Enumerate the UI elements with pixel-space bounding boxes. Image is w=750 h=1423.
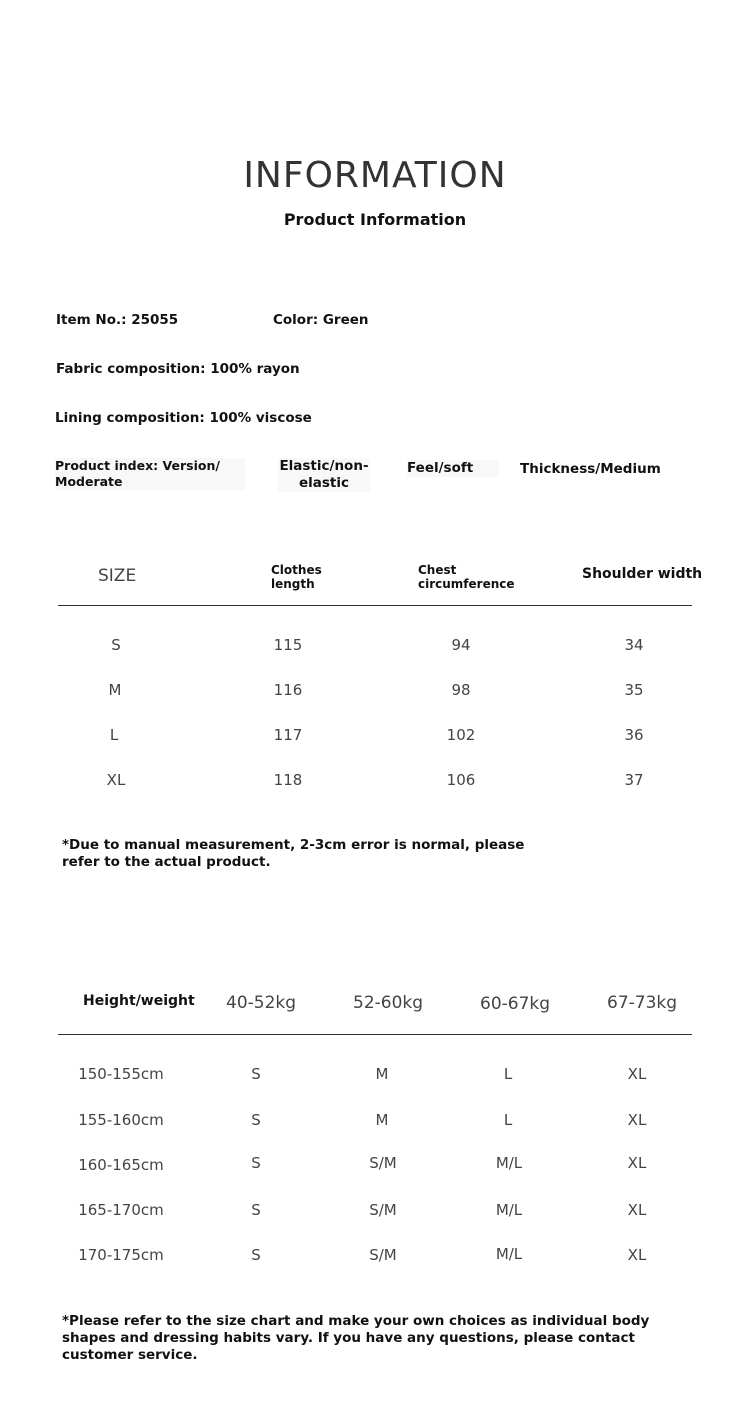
table-cell: 94: [451, 636, 471, 654]
table-cell: 118: [273, 771, 303, 789]
table-cell: 160-165cm: [78, 1156, 164, 1174]
table-cell: 165-170cm: [78, 1201, 164, 1219]
chest-circumference-header: Chest circumference: [418, 563, 515, 591]
table-cell: M/L: [495, 1154, 523, 1172]
measurement-note: *Due to manual measurement, 2-3cm error is normal, please refer to the actual product.: [62, 837, 525, 870]
table-cell: 155-160cm: [78, 1111, 164, 1129]
clothes-length-header: Clothes length: [271, 563, 322, 591]
weight-header-4: 67-73kg: [607, 993, 678, 1013]
table-cell: S: [251, 1111, 261, 1129]
weight-header-2: 52-60kg: [353, 993, 424, 1013]
table-cell: 36: [624, 726, 644, 744]
height-weight-header: Height/weight: [83, 993, 195, 1009]
shoulder-width-header: Shoulder width: [582, 566, 703, 582]
table-cell: L: [503, 1111, 513, 1129]
table-cell: S/M: [369, 1201, 397, 1219]
table-cell: S/M: [369, 1246, 397, 1264]
table-cell: M/L: [495, 1201, 523, 1219]
table-cell: S: [251, 1201, 261, 1219]
table-cell: XL: [627, 1111, 647, 1129]
table-cell: S: [251, 1154, 261, 1172]
table-cell: 34: [624, 636, 644, 654]
table-cell: XL: [627, 1246, 647, 1264]
table-cell: S: [251, 1246, 261, 1264]
table-cell: 35: [624, 681, 644, 699]
fit-table-divider: [58, 1034, 692, 1035]
table-cell: 117: [273, 726, 303, 744]
weight-header-3: 60-67kg: [480, 994, 551, 1014]
table-cell: M: [375, 1111, 389, 1129]
page-title: INFORMATION: [243, 155, 507, 196]
table-cell: M: [108, 681, 122, 699]
table-cell: 150-155cm: [78, 1065, 164, 1083]
table-cell: L: [109, 726, 119, 744]
table-cell: XL: [106, 771, 126, 789]
table-cell: 115: [273, 636, 303, 654]
size-header: SIZE: [98, 566, 137, 586]
table-cell: 170-175cm: [78, 1246, 164, 1264]
table-cell: S: [111, 636, 121, 654]
table-cell: XL: [627, 1154, 647, 1172]
size-table-divider: [58, 605, 692, 606]
table-cell: 98: [451, 681, 471, 699]
table-cell: 116: [273, 681, 303, 699]
table-cell: 106: [446, 771, 476, 789]
table-cell: L: [503, 1065, 513, 1083]
table-cell: S/M: [369, 1154, 397, 1172]
color-info: Color: Green: [273, 312, 369, 328]
fabric-composition: Fabric composition: 100% rayon: [56, 361, 300, 377]
feel-info: Feel/soft: [407, 460, 499, 477]
elastic-info: Elastic/non-elastic: [279, 458, 369, 491]
table-cell: XL: [627, 1201, 647, 1219]
page-subtitle: Product Information: [283, 210, 467, 229]
weight-header-1: 40-52kg: [226, 993, 297, 1013]
thickness-info: Thickness/Medium: [520, 461, 661, 477]
product-index: Product index: Version/ Moderate: [55, 458, 245, 490]
table-cell: 37: [624, 771, 644, 789]
table-cell: XL: [627, 1065, 647, 1083]
table-cell: M/L: [495, 1245, 523, 1263]
table-cell: S: [251, 1065, 261, 1083]
size-choice-note: *Please refer to the size chart and make your own choices as individual body shapes and dressing habits vary. If you have any questions, please contact customer service.: [62, 1313, 650, 1363]
table-cell: M: [375, 1065, 389, 1083]
table-cell: 102: [446, 726, 476, 744]
lining-composition: Lining composition: 100% viscose: [55, 410, 312, 426]
item-number: Item No.: 25055: [56, 312, 179, 328]
